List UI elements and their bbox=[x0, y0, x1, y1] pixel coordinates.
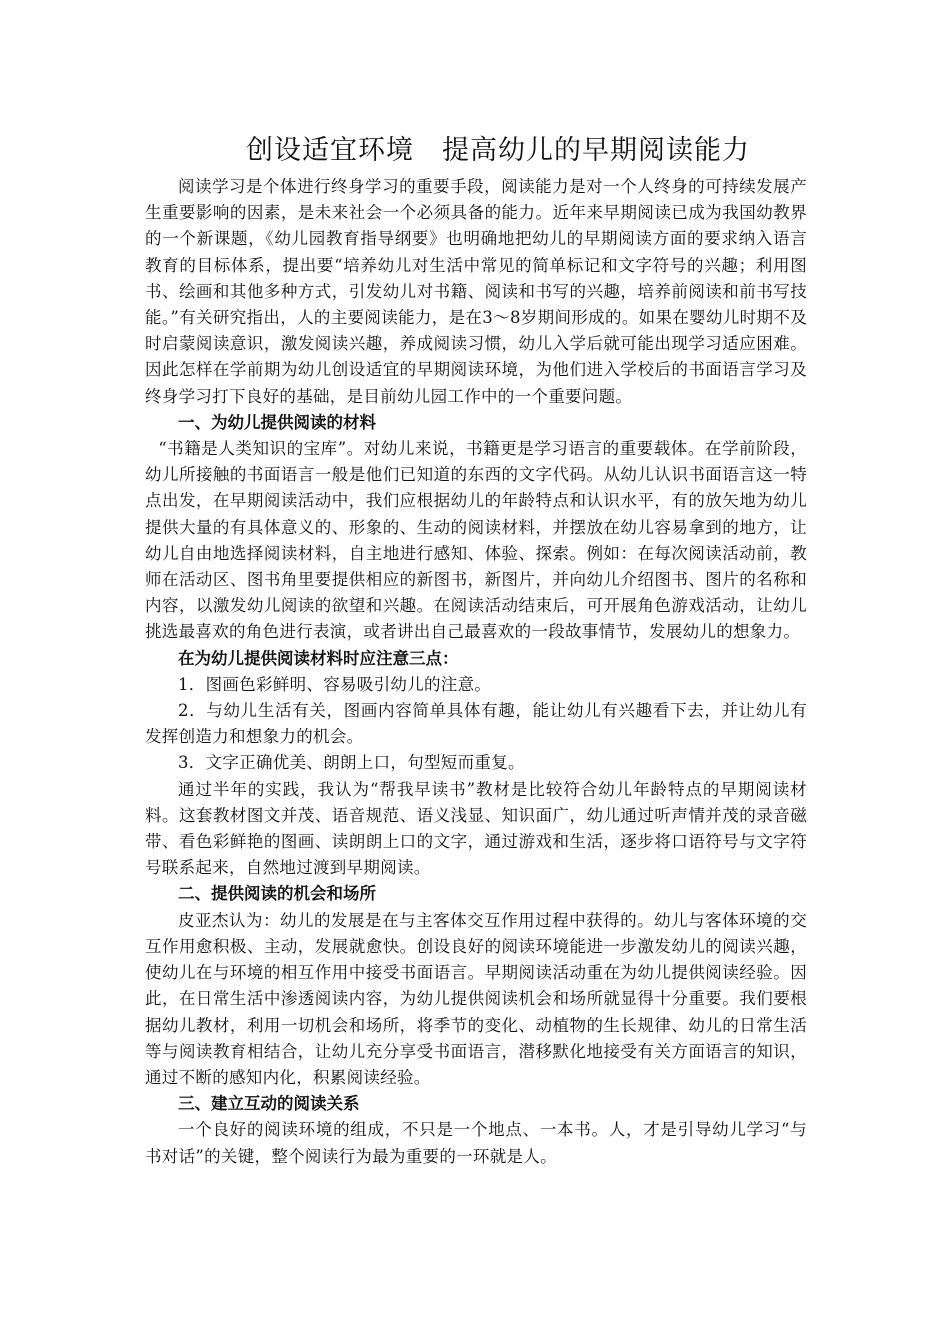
section-heading-interaction: 三、建立互动的阅读关系 bbox=[178, 1094, 360, 1114]
materials-point-1: 1．图画色彩鲜明、容易吸引幼儿的注意。 bbox=[178, 674, 492, 694]
materials-subheading: 在为幼儿提供阅读材料时应注意三点： bbox=[178, 648, 459, 668]
materials-point-3: 3．文字正确优美、朗朗上口，句型短而重复。 bbox=[178, 753, 525, 773]
section-heading-materials: 一、为幼儿提供阅读的材料 bbox=[178, 412, 376, 432]
intro-paragraph: 阅读学习是个体进行终身学习的重要手段，阅读能力是对一个人终身的可持续发展产生重要影响的因素，是未来社会一个必须具备的能力。近年来早期阅读已成为我国幼教界的一个新课题，《幼儿园教育指导纲要》也明确地把幼儿的早期阅读方面的要求纳入语言教育的目标体系，提出要“培养幼儿对生活中常见的简单标记和文字符号的兴趣；利用图书、绘画和其他多种方式，引发幼儿对书籍、阅读和书写的兴趣，培养前阅读和前书写技能。”有关研究指出，人的主要阅读能力，是在3～8岁期间形成的。如果在婴幼儿时期不及时启蒙阅读意识，激发阅读兴趣，养成阅读习惯，幼儿入学后就可能出现学习适应困难。因此怎样在学前期为幼儿创设适宜的早期阅读环境，为他们进入学校后的书面语言学习及终身学习打下良好的基础，是目前幼儿园工作中的一个重要问题。 bbox=[145, 177, 807, 406]
interaction-paragraph: 一个良好的阅读环境的组成，不只是一个地点、一本书。人，才是引导幼儿学习“与书对话”的关键，整个阅读行为最为重要的一环就是人。 bbox=[145, 1120, 807, 1166]
opportunities-paragraph: 皮亚杰认为：幼儿的发展是在与主客体交互作用过程中获得的。幼儿与客体环境的交互作用愈积极、主动，发展就愈快。创设良好的阅读环境能进一步激发幼儿的阅读兴趣，使幼儿在与环境的相互作用中接受书面语言。早期阅读活动重在为幼儿提供阅读经验。因此，在日常生活中渗透阅读内容，为幼儿提供阅读机会和场所就显得十分重要。我们要根据幼儿教材，利用一切机会和场所，将季节的变化、动植物的生长规律、幼儿的日常生活等与阅读教育相结合，让幼儿充分享受书面语言，潜移默化地接受有关方面语言的知识，通过不断的感知内化，积累阅读经验。 bbox=[145, 910, 807, 1087]
materials-practice-paragraph: 通过半年的实践，我认为“帮我早读书”教材是比较符合幼儿年龄特点的早期阅读材料。这套教材图文并茂、语音规范、语义浅显、知识面广，幼儿通过听声情并茂的录音磁带、看色彩鲜艳的图画、读朗朗上口的文字，通过游戏和生活，逐步将口语符号与文字符号联系起来，自然地过渡到早期阅读。 bbox=[145, 779, 807, 878]
document-title: 创设适宜环境 提高幼儿的早期阅读能力 bbox=[246, 135, 750, 166]
materials-point-2: 2．与幼儿生活有关，图画内容简单具体有趣，能让幼儿有兴趣看下去，并让幼儿有发挥创造力和想象力的机会。 bbox=[145, 701, 807, 747]
document-page bbox=[145, 131, 807, 1170]
section-heading-opportunities: 二、提供阅读的机会和场所 bbox=[178, 884, 376, 904]
materials-paragraph: “书籍是人类知识的宝库”。对幼儿来说，书籍更是学习语言的重要载体。在学前阶段，幼儿所接触的书面语言一般是他们已知道的东西的文字代码。从幼儿认识书面语言这一特点出发，在早期阅读活动中，我们应根据幼儿的年龄特点和认识水平，有的放矢地为幼儿提供大量的有具体意义的、形象的、生动的阅读材料，并摆放在幼儿容易拿到的地方，让幼儿自由地选择阅读材料，自主地进行感知、体验、探索。例如：在每次阅读活动前，教师在活动区、图书角里要提供相应的新图书，新图片，并向幼儿介绍图书、图片的名称和内容，以激发幼儿阅读的欲望和兴趣。在阅读活动结束后，可开展角色游戏活动，让幼儿挑选最喜欢的角色进行表演，或者讲出自己最喜欢的一段故事情节，发展幼儿的想象力。 bbox=[145, 439, 807, 642]
